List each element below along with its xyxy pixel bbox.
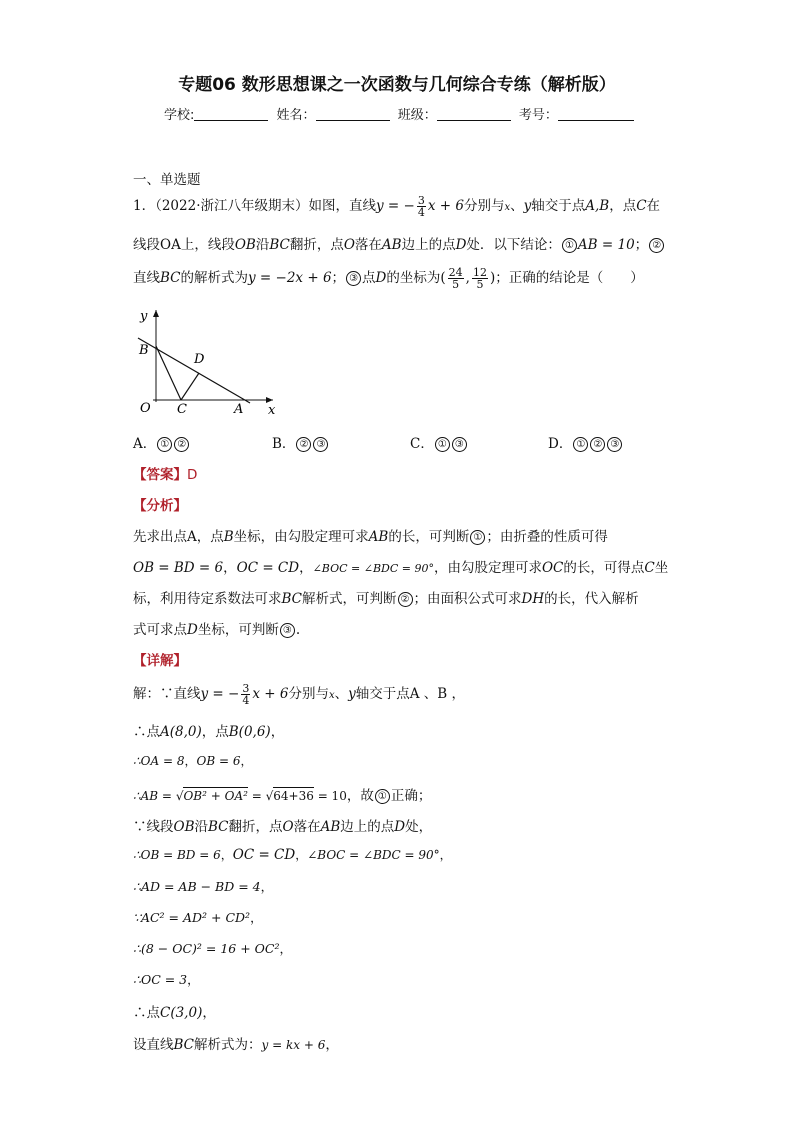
student-info-line	[164, 104, 638, 123]
detail-step-12: 设直线BC解析式为：y = kx + 6，	[133, 1037, 339, 1053]
option-d[interactable]: D． ① ② ③	[548, 432, 623, 452]
detail-step-2: ∴点A(8,0)，点B(0,6)，	[133, 724, 285, 740]
detail-step-7: ∴AD = AB − BD = 4，	[133, 879, 274, 894]
analysis-line-3: 标，利用待定系数法可求BC解析式，可判断 ② ；由面积公式可求DH的长，代入解析	[133, 591, 639, 607]
answer-line: 【答案】D	[133, 467, 198, 483]
detail-heading: 【详解】	[133, 653, 187, 669]
label-d: D	[194, 352, 205, 367]
label-o: O	[140, 401, 151, 416]
question-line-3: 直线BC的解析式为y = −2x + 6； ③ 点D的坐标为( $\frac{24}{5}$ , $\frac{12}{5}$ )；正确的结论是（ ）	[133, 266, 644, 291]
analysis-line-4: 式可求点D坐标，可判断 ③ .	[133, 622, 301, 638]
label-y: y	[140, 309, 148, 324]
y-axis-arrow	[153, 310, 159, 317]
detail-step-4: ∴AB = √OB² + OA² = √64+36 = 10，故 ① 正确；	[133, 788, 432, 804]
exam-no-blank[interactable]	[558, 108, 634, 121]
option-c[interactable]: C． ① ③	[410, 432, 468, 452]
detail-step-3: ∴OA = 8，OB = 6，	[133, 754, 253, 768]
analysis-line-2: OB = BD = 6，OC = CD，∠BOC = ∠BDC = 90°，由勾股定理可求OC的长，可得点C坐	[133, 560, 669, 576]
name-blank[interactable]	[316, 108, 390, 121]
question-line-1: 1．（2022·浙江八年级期末）如图，直线y = − $\frac{3}{4}$ x + 6分别与x、y轴交于点A,B，点C在	[133, 194, 661, 219]
page-title: 专题06 数形思想课之一次函数与几何综合专练（解析版）	[178, 75, 616, 95]
segment-cd	[181, 373, 199, 400]
school-blank[interactable]	[194, 108, 268, 121]
exam-no-label: 考号：	[518, 108, 558, 123]
analysis-line-1: 先求出点A，点B坐标，由勾股定理可求AB的长，可判断 ① ；由折叠的性质可得	[133, 529, 608, 545]
detail-step-11: ∴点C(3,0)，	[133, 1005, 216, 1021]
label-b: B	[139, 343, 149, 358]
class-label: 班级：	[397, 108, 437, 123]
option-b[interactable]: B． ② ③	[272, 432, 329, 452]
label-x: x	[268, 403, 276, 418]
detail-step-9: ∴(8 − OC)² = 16 + OC²，	[133, 941, 292, 956]
analysis-heading: 【分析】	[133, 498, 187, 514]
option-a[interactable]: A． ① ②	[133, 432, 190, 452]
line-ab	[138, 338, 250, 403]
label-a: A	[234, 402, 244, 417]
fraction: $\frac{3}{4}$	[417, 194, 425, 219]
detail-step-5: ∵线段OB沿BC翻折，点O落在AB边上的点D处，	[133, 819, 433, 835]
detail-step-1: 解：∵直线y = − $\frac{3}{4}$ x + 6分别与x、y轴交于点A 、B ，	[133, 682, 465, 707]
detail-step-6: ∴OB = BD = 6，OC = CD，∠BOC = ∠BDC = 90°，	[133, 847, 452, 863]
detail-step-10: ∴OC = 3，	[133, 972, 200, 987]
class-blank[interactable]	[437, 108, 511, 121]
name-label: 姓名：	[276, 108, 316, 123]
segment-bc	[156, 346, 181, 400]
school-label: 学校:	[164, 108, 195, 123]
label-c: C	[177, 402, 187, 417]
question-line-2: 线段OA上，线段OB沿BC翻折，点O落在AB边上的点D处．以下结论： ① AB = 10； ②	[133, 233, 665, 253]
section-heading: 一、单选题	[133, 172, 201, 188]
detail-step-8: ∵AC² = AD² + CD²，	[133, 910, 263, 925]
geometry-figure	[128, 302, 288, 422]
